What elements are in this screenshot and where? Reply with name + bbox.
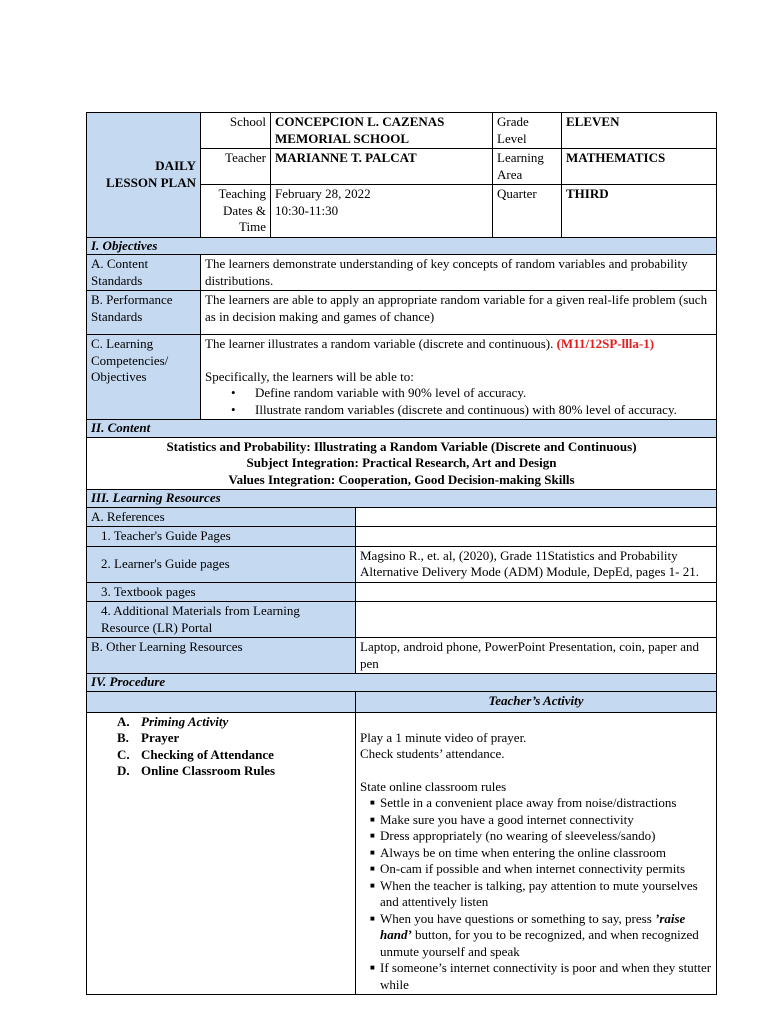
- competencies-row: [87, 335, 717, 420]
- teachers-guide-row: [87, 527, 717, 547]
- quarter-value: THIRD: [562, 185, 717, 238]
- teachers-guide-value: [356, 527, 717, 547]
- list-item: ■ When you have questions or something to say, press ’raise hand’ button, for you to be recognized, and when recognized unmute yourself and speak: [380, 911, 712, 961]
- school-value: CONCEPCION L. CAZENAS MEMORIAL SCHOOL: [271, 113, 493, 149]
- list-item: ■ When the teacher is talking, pay attention to mute yourselves and attentively listen: [380, 878, 712, 911]
- step-attendance: C. Checking of Attendance: [117, 746, 274, 762]
- list-item: ■ On-cam if possible and when internet connectivity permits: [380, 861, 712, 878]
- textbook-label: 3. Textbook pages: [87, 582, 356, 602]
- lesson-plan-table: [86, 112, 717, 995]
- learners-guide-label: 2. Learner's Guide pages: [87, 546, 356, 582]
- content-standards-text: The learners demonstrate understanding of key concepts of random variables and probability distributions.: [201, 255, 717, 291]
- content-body-row: [87, 437, 717, 490]
- resources-heading: III. Learning Resources: [87, 490, 717, 508]
- procedure-steps: [91, 714, 351, 780]
- references-row: [87, 507, 717, 527]
- quarter-label: Quarter: [493, 185, 562, 238]
- content-standards-label: A. Content Standards: [87, 255, 201, 291]
- lesson-plan-page: [86, 112, 716, 995]
- dlp-title: DAILY LESSON PLAN: [87, 113, 201, 238]
- grade-value: ELEVEN: [562, 113, 717, 149]
- other-resources-row: [87, 638, 717, 674]
- step-priming: A. Priming Activity: [117, 713, 229, 729]
- list-item: ■ Dress appropriately (no wearing of sleeveless/sando): [380, 828, 712, 845]
- area-value: MATHEMATICS: [562, 149, 717, 185]
- list-item: • Define random variable with 90% level of accuracy.: [255, 385, 712, 402]
- dates-label: Teaching Dates & Time: [201, 185, 271, 238]
- performance-standards-row: [87, 291, 717, 335]
- step-rules: D. Online Classroom Rules: [117, 763, 276, 778]
- header-row-school: [87, 113, 717, 149]
- procedure-steps-cell: [87, 712, 356, 995]
- competency-statement: The learner illustrates a random variable (discrete and continuous). (M11/12SP-llla-1): [205, 336, 655, 351]
- performance-standards-text: The learners are able to apply an appropriate random variable for a given real-life problem (such as in decision making and games of chance): [201, 291, 717, 335]
- content-heading-row: [87, 420, 717, 438]
- step-prayer: B. Prayer: [117, 730, 180, 745]
- list-item: ■ Settle in a convenient place away from noise/distractions: [380, 795, 712, 812]
- other-resources-value: Laptop, android phone, PowerPoint Presentation, coin, paper and pen: [356, 638, 717, 674]
- content-standards-row: [87, 255, 717, 291]
- other-resources-label: B. Other Learning Resources: [87, 638, 356, 674]
- content-heading: II. Content: [87, 420, 717, 438]
- teacher-value: MARIANNE T. PALCAT: [271, 149, 493, 185]
- competencies-cell: [201, 335, 717, 420]
- procedure-body-row: [87, 712, 717, 995]
- textbook-value: [356, 582, 717, 602]
- list-item: ■ Always be on time when entering the online classroom: [380, 845, 712, 862]
- teacher-activity-row: [87, 691, 717, 712]
- additional-materials-row: [87, 602, 717, 638]
- list-item: • Illustrate random variables (discrete and continuous) with 80% level of accuracy.: [255, 402, 712, 419]
- teacher-activity-heading: Teacher’s Activity: [356, 691, 717, 712]
- competencies-label: C. Learning Competencies/ Objectives: [87, 335, 201, 420]
- procedure-activity-cell: [356, 712, 717, 995]
- grade-label: Grade Level: [493, 113, 562, 149]
- dates-value: February 28, 2022 10:30-11:30: [271, 185, 493, 238]
- performance-standards-label: B. Performance Standards: [87, 291, 201, 335]
- rules-list: [360, 795, 712, 993]
- textbook-row: [87, 582, 717, 602]
- competency-code: (M11/12SP-llla-1): [556, 336, 655, 351]
- content-body: Statistics and Probability: Illustrating a Random Variable (Discrete and Continuous) Subject Integration: Practical Research, Art and Design Values Integration: Cooperation, Good Decision-making Skills: [87, 437, 717, 490]
- additional-materials-label: 4. Additional Materials from Learning Resource (LR) Portal: [87, 602, 356, 638]
- rules-intro: State online classroom rules: [360, 778, 507, 794]
- procedure-heading-row: [87, 674, 717, 692]
- resources-heading-row: [87, 490, 717, 508]
- raise-hand-term: ’raise hand’: [380, 910, 686, 942]
- references-label: A. References: [87, 507, 356, 527]
- objective-bullets: [205, 385, 712, 418]
- attendance-text: Check students’ attendance.: [360, 746, 505, 761]
- learners-guide-row: [87, 546, 717, 582]
- specifically-text: Specifically, the learners will be able to:: [205, 368, 414, 384]
- learners-guide-value: Magsino R., et. al, (2020), Grade 11Statistics and Probability Alternative Delivery Mode (ADM) Module, DepEd, pages 1- 21.: [356, 546, 717, 582]
- objectives-heading: I. Objectives: [87, 237, 717, 255]
- teachers-guide-label: 1. Teacher's Guide Pages: [87, 527, 356, 547]
- additional-materials-value: [356, 602, 717, 638]
- procedure-heading: IV. Procedure: [87, 674, 717, 692]
- school-label: School: [201, 113, 271, 149]
- list-item: ■ Make sure you have a good internet connectivity: [380, 812, 712, 829]
- prayer-text: Play a 1 minute video of prayer.: [360, 729, 527, 745]
- area-label: Learning Area: [493, 149, 562, 185]
- teacher-label: Teacher: [201, 149, 271, 185]
- objectives-heading-row: [87, 237, 717, 255]
- list-item: ■ If someone’s internet connectivity is poor and when they stutter while: [380, 960, 712, 993]
